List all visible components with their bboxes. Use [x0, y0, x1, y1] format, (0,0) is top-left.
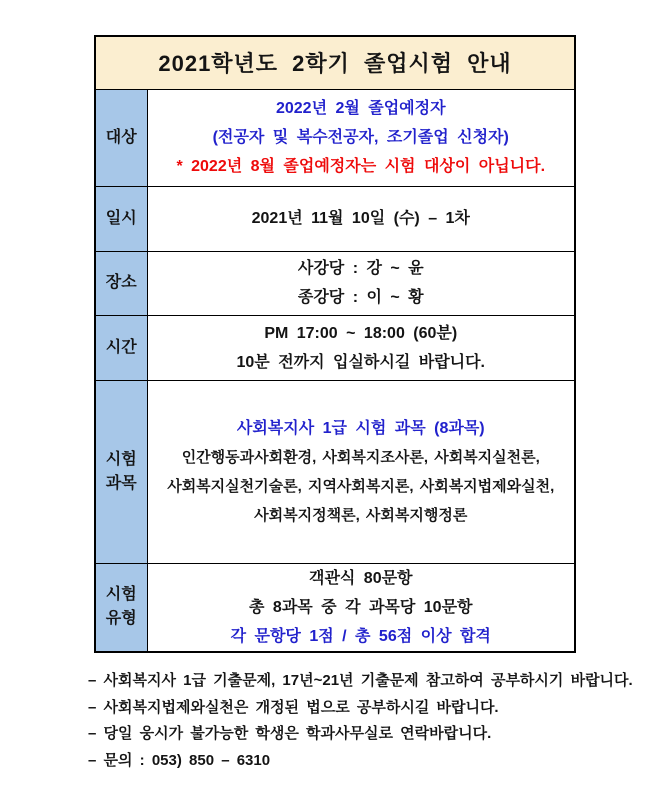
- row-content-subjects: [147, 380, 575, 563]
- text-line: 총 8과목 중 각 과목당 10문항: [249, 598, 473, 616]
- text-line: 인간행동과사회환경, 사회복지조사론, 사회복지실천론,: [181, 448, 540, 466]
- text-line: PM 17:00 ~ 18:00 (60분): [264, 324, 458, 342]
- text-line: 2022년 2월 졸업예정자: [275, 100, 446, 117]
- text-line: (전공자 및 복수전공자, 조기졸업 신청자): [212, 129, 509, 146]
- footnote-line: – 문의 : 053) 850 – 6310: [88, 751, 271, 769]
- table-row: [95, 315, 575, 380]
- row-label-target: 대상: [95, 89, 147, 186]
- table-row: [95, 186, 575, 251]
- footnote-line: – 당일 웅시가 불가능한 학생은 학과사무실로 연락바랍니다.: [88, 725, 492, 742]
- text-line: 2021년 11월 10일 (수) – 1차: [251, 210, 470, 227]
- table-row: [95, 380, 575, 563]
- table-row: [95, 89, 575, 186]
- row-label-time: 시간: [95, 315, 147, 380]
- row-label-location: 장소: [95, 251, 147, 315]
- footnote-line: – 사회복지법제와실천은 개정된 법으로 공부하시길 바랍니다.: [88, 698, 499, 716]
- table-row: [95, 36, 575, 89]
- row-content-datetime: [147, 186, 575, 251]
- row-content-target: [147, 89, 575, 186]
- row-content-time: [147, 315, 575, 380]
- table-row: [95, 563, 575, 652]
- page-title: 2021학년도 2학기 졸업시험 안내: [95, 36, 575, 89]
- row-label-datetime: 일시: [95, 186, 147, 251]
- text-line: 사회복지실천기술론, 지역사회복지론, 사회복지법제와실천,: [167, 477, 555, 495]
- footnote-line: – 사회복지사 1급 기출문제, 17년~21년 기출문제 참고하여 공부하시기 바랍니다.: [88, 672, 633, 689]
- row-label-exam-type: 시험 유형: [95, 563, 147, 652]
- footnotes: [88, 668, 633, 774]
- text-line: 사회복지사 1급 시험 과목 (8과목): [236, 419, 485, 437]
- row-label-subjects: 시험 과목: [95, 380, 147, 563]
- text-line: 각 문항당 1점 / 총 56점 이상 합격: [230, 627, 491, 645]
- text-line: 종강당 : 이 ~ 황: [297, 289, 424, 306]
- text-line: * 2022년 8월 졸업예정자는 시험 대상이 아닙니다.: [176, 158, 546, 175]
- row-content-exam-type: [147, 563, 575, 652]
- text-line: 사회복지정책론, 사회복지행정론: [254, 506, 468, 524]
- table-row: [95, 251, 575, 315]
- text-line: 객관식 80문항: [308, 569, 413, 587]
- exam-info-table: [94, 35, 576, 653]
- text-line: 10분 전까지 입실하시길 바랍니다.: [236, 353, 486, 371]
- text-line: 사강당 : 강 ~ 윤: [297, 260, 424, 277]
- row-content-location: [147, 251, 575, 315]
